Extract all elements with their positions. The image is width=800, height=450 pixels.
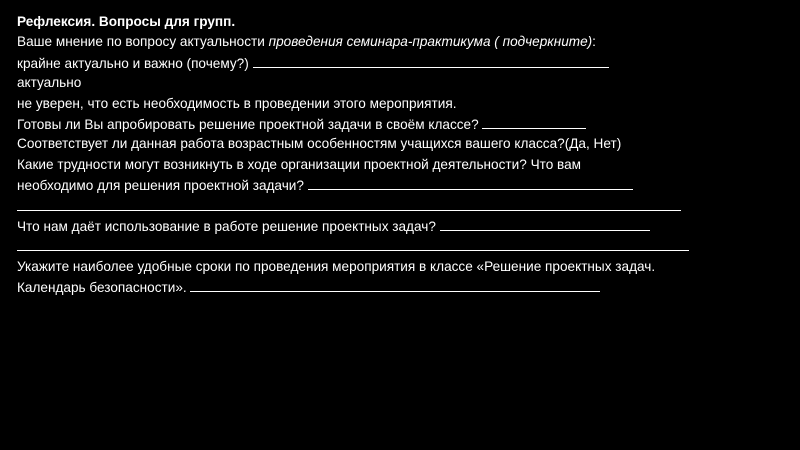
answer-blank-difficulties-extra[interactable] (17, 196, 681, 211)
option-very-relevant (17, 53, 797, 73)
answer-blank-benefits[interactable] (440, 216, 650, 231)
question-relevance (17, 32, 797, 52)
question-dates-line2 (17, 277, 797, 297)
slide-title: Рефлексия. Вопросы для групп. (17, 14, 236, 29)
question-relevance-suffix: : (592, 34, 596, 50)
answer-blank-benefits-extra[interactable] (17, 236, 689, 251)
question-ready-to-test (17, 114, 797, 134)
answer-blank-ready[interactable] (482, 114, 586, 129)
question-difficulties-line1: Какие трудности могут возникнуть в ходе организации проектной деятельности? Что вам (17, 156, 582, 172)
slide-content (17, 12, 797, 297)
answer-blank-difficulties[interactable] (308, 175, 633, 190)
question-dates-line1: Укажите наиболее удобные сроки по проведения мероприятия в классе «Решение проектных задач. (17, 258, 656, 274)
question-dates-label: Календарь безопасности». (17, 280, 191, 296)
question-ready-to-test-label: Готовы ли Вы апробировать решение проектной задачи в своём классе? (17, 116, 483, 132)
answer-blank-why[interactable] (253, 53, 609, 68)
answer-line-benefits-extra (17, 236, 797, 256)
question-age-fit: Соответствует ли данная работа возрастным особенностям учащихся вашего класса?(Да, Нет) (17, 136, 622, 152)
option-very-relevant-label: крайне актуально и важно (почему?) (17, 55, 253, 71)
question-relevance-italic: проведения семинара-практикума ( подчеркните) (268, 34, 593, 50)
question-relevance-prefix: Ваше мнение по вопросу актуальности (17, 34, 269, 50)
option-relevant: актуально (17, 75, 82, 91)
answer-blank-dates[interactable] (190, 277, 600, 292)
question-benefits (17, 216, 797, 236)
answer-line-difficulties-extra (17, 196, 797, 216)
question-difficulties-label: необходимо для решения проектной задачи? (17, 178, 308, 194)
question-difficulties-line2 (17, 175, 797, 195)
question-benefits-label: Что нам даёт использование в работе решение проектных задач? (17, 218, 440, 234)
option-not-sure: не уверен, что есть необходимость в проведении этого мероприятия. (17, 95, 457, 111)
